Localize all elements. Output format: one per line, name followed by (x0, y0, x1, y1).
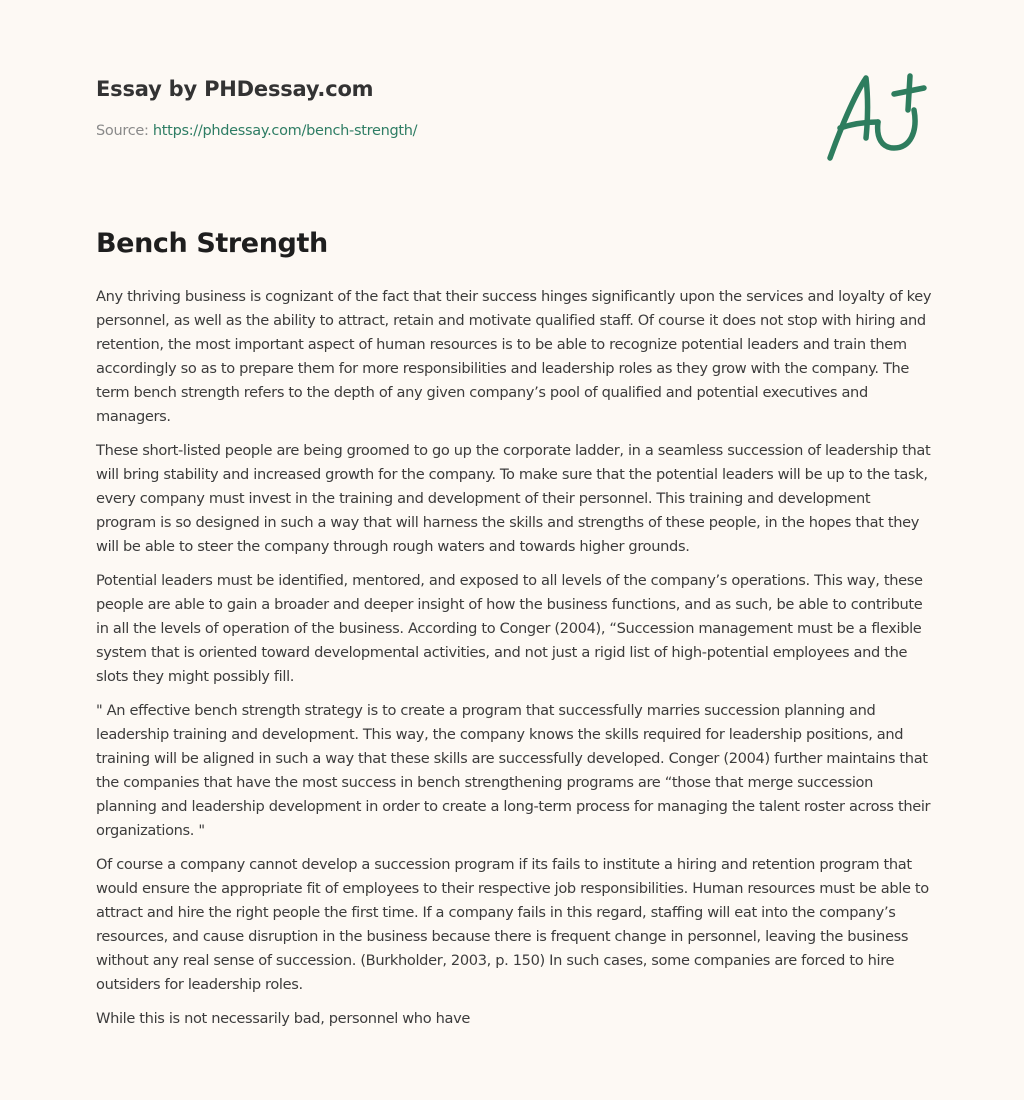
page-title: Bench Strength (96, 228, 328, 259)
source-link[interactable]: https://phdessay.com/bench-strength/ (152, 123, 418, 139)
a-plus-grade-icon (822, 66, 930, 166)
source-line (96, 121, 696, 141)
essay-paragraph: Any thriving business is cognizant of the fact that their success hinges significantly upon the services and loyalty of key personnel, as well as the ability to attract, retain and motivate qualified staff. Of course it does not stop with hiring and retention, the most important aspect of human resources is to be able to recognize potential leaders and train them accordingly so as to prepare them for more responsibilities and leadership roles as they grow with the company. The term bench strength refers to the depth of any given company’s pool of qualified and potential executives and managers. (96, 288, 932, 425)
essay-body (96, 285, 932, 1041)
source-label: Source: (96, 123, 153, 139)
essay-paragraph: While this is not necessarily bad, personnel who have (96, 1010, 470, 1027)
essay-paragraph: " An effective bench strength strategy is to create a program that successfully marries succession planning and leadership training and development. This way, the company knows the skills required for leadership positions, and training will be aligned in such a way that these skills are successfully developed. Conger (2004) further maintains that the companies that have the most success in bench strengthening programs are “those that merge succession planning and leadership development in order to create a long-term process for managing the talent roster across their organizations. " (96, 702, 931, 839)
essay-paragraph: These short-listed people are being groomed to go up the corporate ladder, in a seamless succession of leadership that will bring stability and increased growth for the company. To make sure that the potential leaders will be up to the task, every company must invest in the training and development of their personnel. This training and development program is so designed in such a way that will harness the skills and strengths of these people, in the hopes that they will be able to steer the company through rough waters and towards higher grounds. (96, 442, 931, 555)
essay-paragraph: Potential leaders must be identified, mentored, and exposed to all levels of the company’s operations. This way, these people are able to gain a broader and deeper insight of how the business functions, and as such, be able to contribute in all the levels of operation of the business. According to Conger (2004), “Succession management must be a flexible system that is oriented toward developmental activities, and not just a rigid list of high-potential employees and the slots they might possibly fill. (96, 572, 923, 685)
site-title: Essay by PHDessay.com (96, 77, 374, 101)
essay-paragraph: Of course a company cannot develop a succession program if its fails to institute a hiring and retention program that would ensure the appropriate fit of employees to their respective job responsibilities. Human resources must be able to attract and hire the right people the first time. If a company fails in this regard, staffing will eat into the company’s resources, and cause disruption in the business because there is frequent change in personnel, leaving the business without any real sense of succession. (Burkholder, 2003, p. 150) In such cases, some companies are forced to hire outsiders for leadership roles. (96, 856, 929, 993)
essay-header (96, 74, 696, 141)
